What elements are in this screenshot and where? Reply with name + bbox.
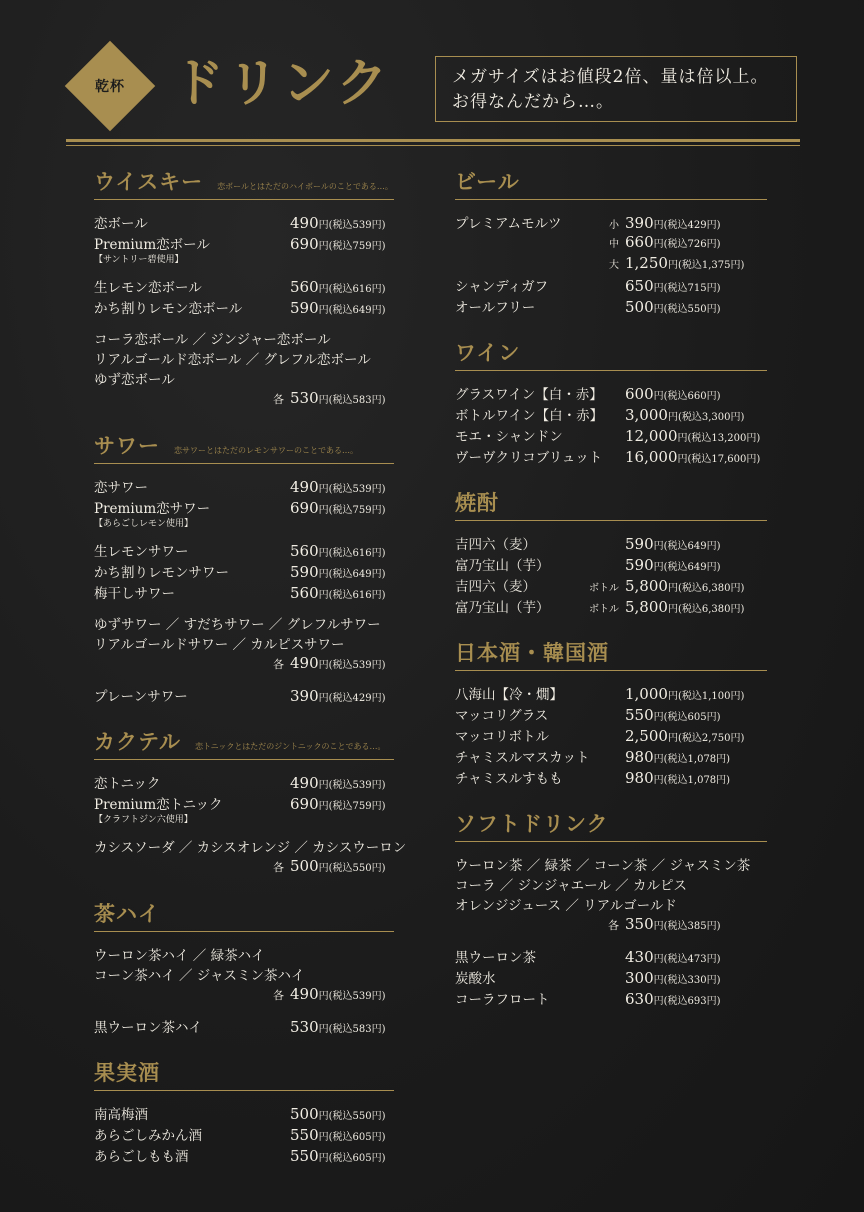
item-name: 黒ウーロン茶 [455, 950, 536, 966]
left-column [94, 166, 407, 1186]
menu-item [455, 596, 767, 617]
section-header [94, 430, 394, 464]
menu-item [455, 212, 767, 233]
menu-item [455, 254, 767, 275]
menu-item [455, 275, 767, 296]
section-sake [455, 637, 767, 788]
menu-item [94, 540, 394, 561]
section-title: 焼酎 [455, 490, 499, 515]
section-title: ビール [455, 169, 520, 194]
tagline-line-2: お得なんだから…。 [452, 92, 614, 112]
section-title: ウイスキー [94, 169, 204, 194]
item-name: オールフリー [455, 300, 536, 316]
item-size: 大 [609, 260, 619, 271]
menu-item [455, 967, 767, 988]
section-note: 恋ボールとはただのハイボールのことである…。 [217, 182, 393, 191]
group-price-row [94, 856, 394, 878]
item-price: 300円(税込330円) [625, 969, 721, 987]
item-price: 560円(税込616円) [290, 278, 386, 296]
item-name: 吉四六（麦） [455, 579, 536, 595]
menu-item [94, 1145, 394, 1166]
item-price: 690円(税込759円) [290, 499, 386, 517]
item-name: 炭酸水 [455, 971, 496, 987]
group-line: コーラ恋ボール ／ ジンジャー恋ボール [94, 332, 331, 348]
item-price: 3,000円(税込3,300円) [625, 406, 745, 424]
section-shochu [455, 487, 767, 617]
item-price: 690円(税込759円) [290, 235, 386, 253]
section-beer [455, 166, 767, 317]
group-price-row [94, 984, 394, 1006]
section-whisky [94, 166, 394, 410]
group-line: コーラ ／ ジンジャエール ／ カルピス [455, 878, 687, 894]
section-note: 恋サワーとはただのレモンサワーのことである…。 [174, 446, 358, 455]
item-name: マッコリボトル [455, 729, 549, 745]
menu-item [455, 296, 767, 317]
item-name: Premium恋ボール [94, 237, 210, 253]
item-price: 1,000円(税込1,100円) [625, 685, 745, 703]
menu-item [94, 1016, 394, 1037]
header-rule-thick [66, 139, 800, 142]
each-label: 各 [273, 861, 284, 874]
item-name: モエ・シャンドン [455, 429, 563, 445]
group-line: ゆずサワー ／ すだちサワー ／ グレフルサワー [94, 617, 381, 633]
item-price: 2,500円(税込2,750円) [625, 727, 745, 745]
item-price: 590円(税込649円) [625, 535, 721, 553]
menu-item [455, 554, 767, 575]
menu-item [94, 582, 394, 603]
section-title: カクテル [94, 729, 181, 754]
group-line: コーン茶ハイ ／ ジャスミン茶ハイ [94, 968, 305, 984]
each-label: 各 [273, 658, 284, 671]
menu-item [94, 685, 394, 706]
section-header [455, 166, 767, 200]
item-price: 690円(税込759円) [290, 795, 386, 813]
menu-item [455, 746, 767, 767]
item-price: 1,250円(税込1,375円) [625, 254, 745, 272]
item-price: 980円(税込1,078円) [625, 748, 731, 766]
item-price: 600円(税込660円) [625, 385, 721, 403]
item-name: かち割りレモン恋ボール [94, 301, 243, 317]
group-line: カシスソーダ ／ カシスオレンジ ／ カシスウーロン [94, 840, 407, 856]
group-price-row [455, 914, 767, 936]
item-name: マッコリグラス [455, 708, 549, 724]
item-price: 660円(税込726円) [625, 233, 721, 251]
item-name: 恋サワー [94, 480, 148, 496]
item-price: 590円(税込649円) [290, 299, 386, 317]
menu-item [94, 497, 394, 518]
item-price: 650円(税込715円) [625, 277, 721, 295]
section-header [94, 898, 394, 932]
item-name: 南高梅酒 [94, 1107, 148, 1123]
section-header [94, 166, 394, 200]
item-price: 500円(税込550円) [290, 857, 386, 875]
item-price: 490円(税込539円) [290, 654, 386, 672]
item-price: 5,800円(税込6,380円) [625, 598, 745, 616]
each-label: 各 [273, 393, 284, 406]
section-title: ワイン [455, 340, 521, 365]
item-price: 490円(税込539円) [290, 214, 386, 232]
section-note: 恋トニックとはただのジントニックのことである…。 [194, 742, 386, 751]
group-price-row [94, 388, 394, 410]
section-sour [94, 430, 394, 706]
right-column [455, 166, 767, 1029]
item-name: 黒ウーロン茶ハイ [94, 1020, 202, 1036]
item-name: プレミアムモルツ [455, 216, 562, 232]
section-wine [455, 337, 767, 467]
item-size: 小 [609, 220, 619, 231]
item-name: チャミスルマスカット [455, 750, 590, 766]
header-rule-thin [66, 145, 800, 146]
item-price: 500円(税込550円) [625, 298, 721, 316]
item-price: 490円(税込539円) [290, 985, 386, 1003]
item-price: 500円(税込550円) [290, 1105, 386, 1123]
section-header [455, 487, 767, 521]
section-title: 日本酒・韓国酒 [455, 640, 609, 665]
item-price: 430円(税込473円) [625, 948, 721, 966]
item-name: チャミスルすもも [455, 771, 563, 787]
item-price: 530円(税込583円) [290, 1018, 386, 1036]
group-line: オレンジジュース ／ リアルゴールド [455, 898, 677, 914]
menu-item [455, 704, 767, 725]
section-fruit-liquor [94, 1057, 394, 1166]
item-name: 八海山【冷・燗】 [455, 687, 563, 703]
group-line: ウーロン茶ハイ ／ 緑茶ハイ [94, 948, 265, 964]
menu-item [455, 233, 767, 254]
menu-item [455, 946, 767, 967]
section-title: ソフトドリンク [455, 811, 609, 836]
item-price: 390円(税込429円) [290, 687, 386, 705]
menu-item [455, 767, 767, 788]
item-price: 590円(税込649円) [290, 563, 386, 581]
item-price: 630円(税込693円) [625, 990, 721, 1008]
menu-item [455, 446, 767, 467]
menu-item [94, 233, 394, 254]
section-header [94, 726, 394, 760]
item-name: コーラフロート [455, 992, 550, 1008]
item-name: プレーンサワー [94, 689, 188, 705]
each-label: 各 [273, 989, 284, 1002]
section-title: 果実酒 [94, 1060, 160, 1085]
item-price: 590円(税込649円) [625, 556, 721, 574]
item-name: 富乃宝山（芋） [455, 558, 550, 574]
badge-text: 乾杯 [95, 79, 125, 95]
menu-item [94, 276, 394, 297]
item-size: ボトル [589, 604, 619, 615]
section-header [94, 1057, 394, 1091]
section-chahai [94, 898, 394, 1037]
item-name: 生レモン恋ボール [94, 280, 202, 296]
section-soft-drink [455, 808, 767, 1009]
section-header [455, 337, 767, 371]
item-price: 550円(税込605円) [290, 1147, 386, 1165]
menu-item [455, 988, 767, 1009]
item-name: Premium恋サワー [94, 501, 211, 517]
section-cocktail [94, 726, 407, 878]
item-size: ボトル [589, 583, 619, 594]
item-price: 12,000円(税込13,200円) [625, 427, 761, 445]
item-note: 【あらごしレモン使用】 [94, 519, 194, 529]
group-line: リアルゴールド恋ボール ／ グレフル恋ボール [94, 352, 371, 368]
item-price: 16,000円(税込17,600円) [625, 448, 761, 466]
item-name: グラスワイン【白・赤】 [455, 387, 603, 403]
section-header [455, 637, 767, 671]
item-name: 恋ボール [94, 216, 148, 232]
item-price: 550円(税込605円) [290, 1126, 386, 1144]
item-size: 中 [609, 239, 619, 250]
item-note: 【クラフトジン六使用】 [94, 815, 193, 825]
menu-item [94, 297, 394, 318]
group-price-row [94, 653, 394, 675]
section-title: サワー [94, 433, 160, 458]
item-price: 5,800円(税込6,380円) [625, 577, 745, 595]
item-name: あらごしもも酒 [94, 1149, 189, 1165]
page-title: ドリンク [172, 53, 391, 114]
menu-item [455, 383, 767, 404]
item-price: 350円(税込385円) [625, 915, 721, 933]
menu-item [455, 425, 767, 446]
menu-item [94, 1124, 394, 1145]
menu-item [455, 533, 767, 554]
item-name: かち割りレモンサワー [94, 565, 229, 581]
menu-item [94, 793, 394, 814]
item-name: 富乃宝山（芋） [455, 600, 550, 616]
item-name: 吉四六（麦） [455, 537, 536, 553]
menu-item [455, 575, 767, 596]
item-name: 恋トニック [94, 776, 161, 792]
item-name: 生レモンサワー [94, 544, 189, 560]
menu-item [94, 772, 394, 793]
item-price: 490円(税込539円) [290, 478, 386, 496]
item-price: 560円(税込616円) [290, 542, 386, 560]
each-label: 各 [608, 919, 619, 932]
menu-item [94, 476, 394, 497]
item-price: 390円(税込429円) [625, 214, 721, 232]
menu-item [94, 1103, 394, 1124]
item-note: 【サントリー碧使用】 [94, 255, 184, 265]
item-price: 560円(税込616円) [290, 584, 386, 602]
menu-item [455, 683, 767, 704]
item-price: 490円(税込539円) [290, 774, 386, 792]
section-title: 茶ハイ [94, 901, 160, 926]
item-price: 530円(税込583円) [290, 389, 386, 407]
tagline-box [435, 56, 797, 122]
menu-item [94, 561, 394, 582]
item-price: 550円(税込605円) [625, 706, 721, 724]
item-name: ヴーヴクリコブリュット [455, 450, 603, 466]
menu-item [94, 212, 394, 233]
item-name: シャンディガフ [455, 279, 549, 295]
group-line: ゆず恋ボール [94, 372, 175, 388]
group-line: リアルゴールドサワー ／ カルピスサワー [94, 637, 345, 653]
item-name: Premium恋トニック [94, 797, 223, 813]
tagline-line-1: メガサイズはお値段2倍、量は倍以上。 [452, 67, 769, 87]
section-header [455, 808, 767, 842]
item-name: 梅干しサワー [94, 586, 175, 602]
group-line: ウーロン茶 ／ 緑茶 ／ コーン茶 ／ ジャスミン茶 [455, 858, 751, 874]
item-name: ボトルワイン【白・赤】 [455, 408, 604, 424]
item-price: 980円(税込1,078円) [625, 769, 731, 787]
menu-item [455, 404, 767, 425]
menu-item [455, 725, 767, 746]
item-name: あらごしみかん酒 [94, 1128, 202, 1144]
